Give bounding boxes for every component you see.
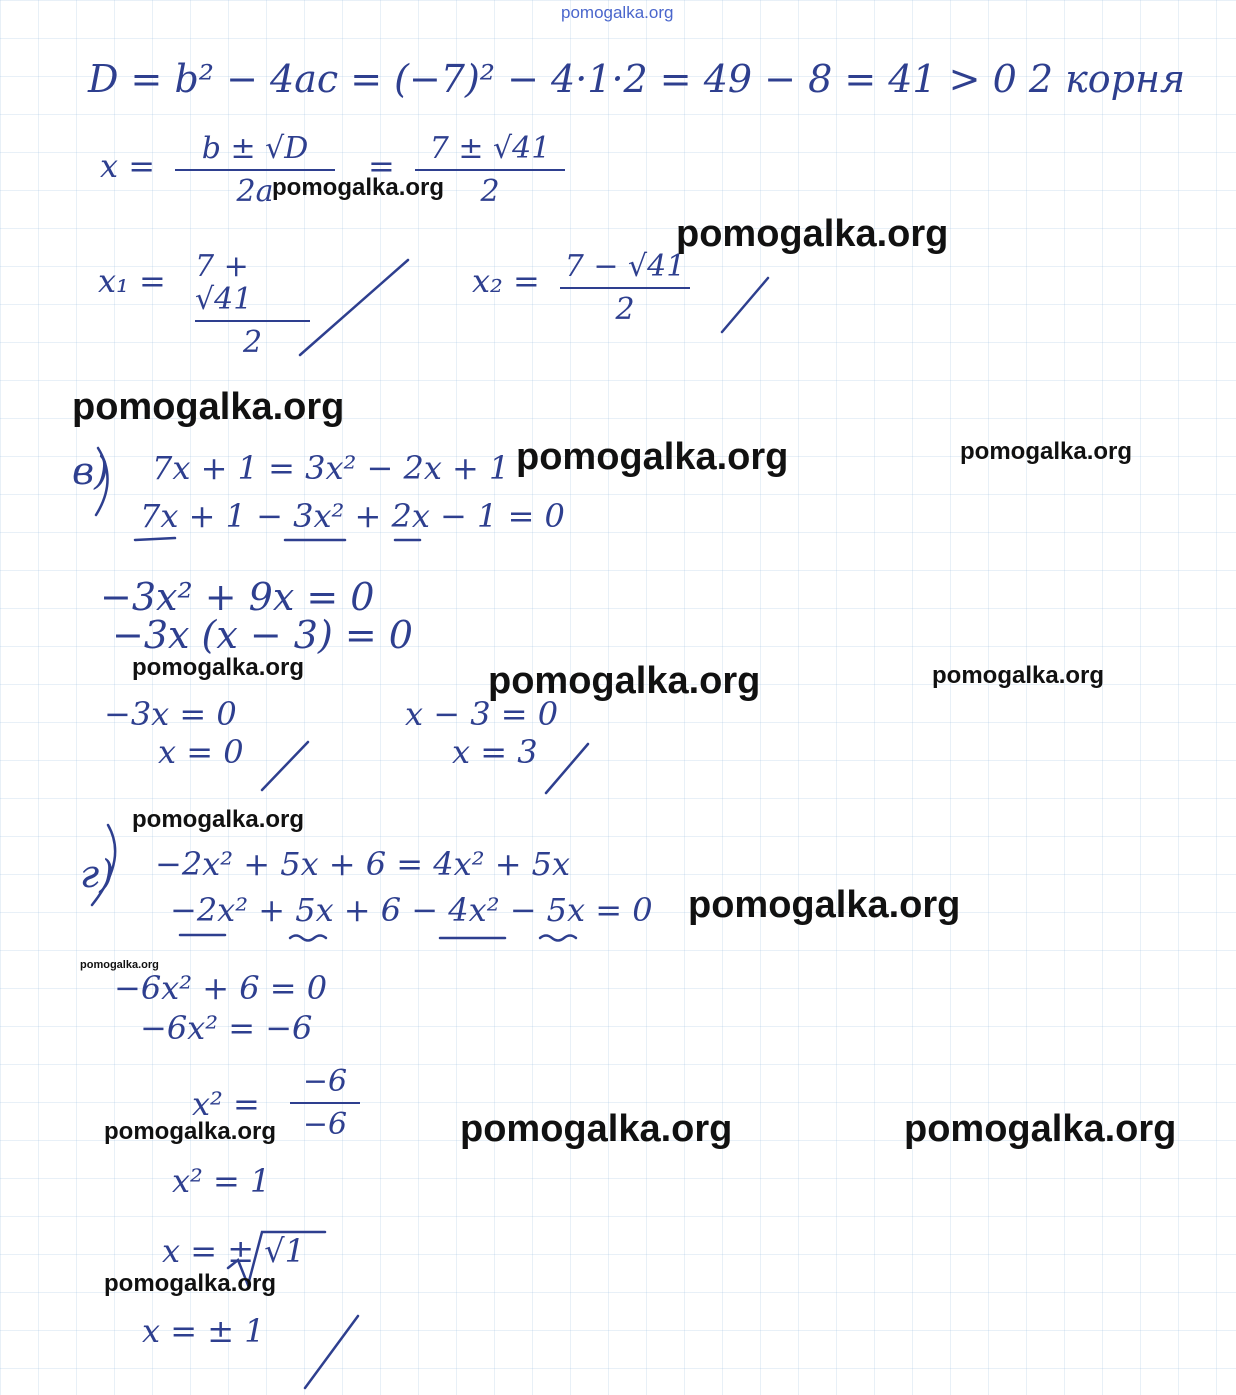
check-mark-x-pm1 — [305, 1316, 358, 1388]
x2-denominator: 2 — [615, 292, 635, 327]
check-mark-x0 — [262, 742, 308, 790]
x1-label: x₁ = — [98, 262, 166, 300]
part-v-line-3: −3x² + 9x = 0 — [100, 575, 375, 619]
watermark: pomogalka.org — [272, 174, 445, 201]
x2-numerator: 7 − √41 — [564, 249, 686, 284]
underline-7x — [135, 538, 175, 540]
x-equals: = — [368, 147, 395, 185]
x-denominator-general: 2a — [236, 174, 274, 209]
part-v-line-6a: x = 0 — [158, 733, 244, 771]
part-g-line-1: −2x² + 5x + 6 = 4x² + 5x — [155, 845, 571, 883]
watermark: pomogalka.org — [104, 1270, 277, 1297]
x-denominator-specific: 2 — [480, 174, 500, 209]
part-v-line-1: 7x + 1 = 3x² − 2x + 1 — [152, 449, 510, 487]
watermark: pomogalka.org — [960, 438, 1133, 465]
part-g-line-8: x = ± 1 — [142, 1312, 265, 1350]
wave-minus-5x — [540, 936, 576, 941]
part-g-line-2: −2x² + 5x + 6 − 4x² − 5x = 0 — [170, 891, 653, 929]
part-g-bracket — [92, 825, 115, 905]
watermark-top: pomogalka.org — [561, 3, 674, 22]
x1-denominator: 2 — [242, 325, 263, 360]
part-g-line-6: x² = 1 — [172, 1162, 271, 1200]
part-g-line-3: −6x² + 6 = 0 — [114, 969, 328, 1007]
part-v-line-4: −3x (x − 3) = 0 — [112, 613, 413, 657]
part-g-line-5-numerator: −6 — [302, 1064, 348, 1099]
watermark: pomogalka.org — [460, 1108, 733, 1150]
watermark: pomogalka.org — [488, 660, 761, 702]
watermark: pomogalka.org — [932, 662, 1105, 689]
watermark: pomogalka.org — [676, 213, 949, 255]
check-mark-x3 — [546, 744, 588, 793]
check-mark-x2 — [722, 278, 768, 332]
watermark: pomogalka.org — [688, 884, 961, 926]
watermark: pomogalka.org — [104, 1118, 277, 1145]
watermark: pomogalka.org — [72, 386, 345, 428]
part-g-line-5-denominator: −6 — [302, 1107, 348, 1142]
watermark: pomogalka.org — [516, 436, 789, 478]
watermark: pomogalka.org — [904, 1108, 1177, 1150]
part-g-line-5-label: x² = — [192, 1085, 260, 1123]
x2-label: x₂ = — [472, 262, 540, 300]
x1-numerator: 7 + √41 — [195, 249, 253, 317]
part-g-label: г) — [80, 852, 115, 896]
part-v-line-5a: −3x = 0 — [104, 695, 237, 733]
part-v-line-2: 7x + 1 − 3x² + 2x − 1 = 0 — [140, 497, 565, 535]
part-v-line-6b: x = 3 — [452, 733, 538, 771]
x-numerator-general: b ± √D — [201, 131, 309, 166]
part-g-line-4: −6x² = −6 — [140, 1009, 313, 1047]
part-v-line-5b: x − 3 = 0 — [405, 695, 559, 733]
watermark: pomogalka.org — [132, 806, 305, 833]
wave-5x — [290, 936, 326, 941]
check-mark-x1 — [300, 260, 408, 355]
part-g-line-7: x = ± √1 — [162, 1232, 305, 1270]
part-v-bracket — [96, 448, 108, 515]
x-label: x = — [100, 147, 156, 185]
watermark: pomogalka.org — [80, 959, 159, 971]
x-numerator-specific: 7 ± √41 — [429, 131, 551, 166]
discriminant-line: D = b² − 4ac = (−7)² − 4·1·2 = 49 − 8 = 41 > 0 2 корня — [88, 57, 1186, 101]
watermark: pomogalka.org — [132, 654, 305, 681]
part-v-label: в) — [72, 449, 109, 493]
